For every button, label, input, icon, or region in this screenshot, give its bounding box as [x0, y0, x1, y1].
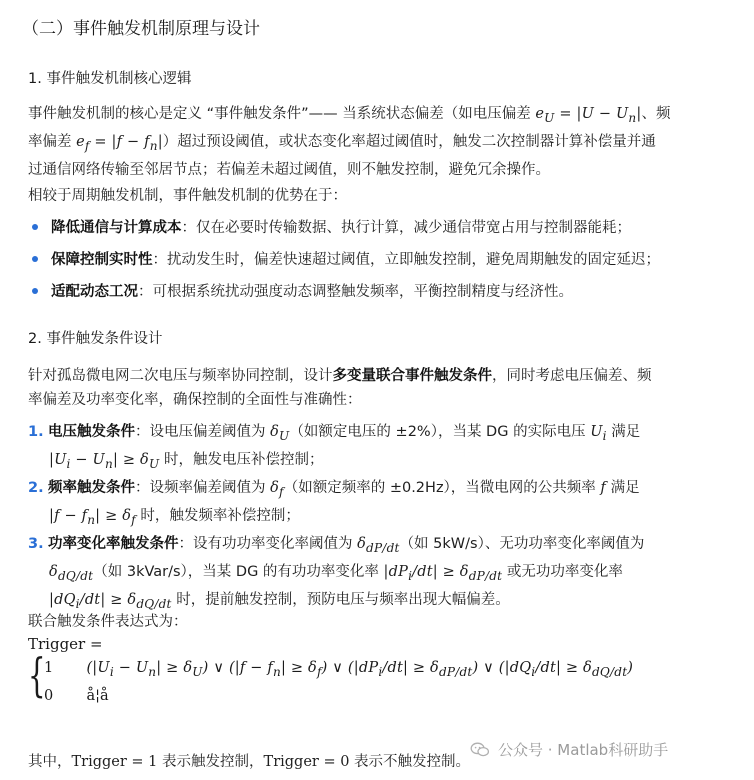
wechat-icon: [470, 742, 490, 758]
bullet-item: 降低通信与计算成本：仅在必要时传输数据、执行计算，减少通信带宽占用与控制器能耗；: [28, 216, 728, 240]
text-run: 、频: [641, 106, 671, 122]
math-ef: $e_f = |f - f_n|$: [76, 133, 163, 153]
text-run: 过通信网络传输至邻居节点；若偏差未超过阈值，则不触发控制，避免冗余操作。: [28, 161, 550, 178]
bullet-icon: [32, 288, 38, 294]
bullet-item: 适配动态工况：可根据系统扰动强度动态调整触发频率，平衡控制精度与经济性。: [28, 280, 728, 304]
formula-case-1: 1 $(|U_i - U_n| \ge \delta_U)$ ∨ $(|f - f_n| \ge \delta_f)$ ∨ $(|dP_i/dt| \ge \delta_{dP/dt})$ ∨ $(|dQ_i/dt| \ge \delta_{dQ/dt})$: [44, 660, 634, 679]
heading-trigger-condition-design: 2. 事件触发条件设计: [28, 331, 163, 347]
formula-case-2: 0 å¦å: [44, 688, 109, 704]
math-eU: $e_U = |U - U_n|$: [535, 106, 642, 125]
list-item-voltage: 1. 电压触发条件：设电压偏差阈值为 $\delta_U$（如额定电压的 ±2%），当某 DG 的实际电压 $U_i$ 满足 $|U_i - U_n| \ge \delta_U$ 时，触发电压补偿控制；: [28, 424, 641, 471]
bullet-icon: [32, 256, 38, 262]
text-run: 事件触发机制的核心是定义 “事件触发条件”—— 当系统状态偏差（如电压偏差: [28, 106, 536, 122]
paragraph-core-logic: [28, 102, 718, 182]
text-run: ）超过预设阈值，或状态变化率超过阈值时，触发二次控制器计算补偿量并通: [162, 133, 656, 150]
list-item-power-rate: 3. 功率变化率触发条件：设有功功率变化率阈值为 $\delta_{dP/dt}$（如 5kW/s）、无功功率变化率阈值为 $\delta_{dQ/dt}$（如 3kVar/s），当某 DG 的有功功率变化率 $|dP_i/dt| \ge \delta_{dP/dt}$ 或无功功率变化率 $|dQ_i/dt| \ge \delta_{dQ/dt}$ 时，提前触发控制，预防电压与频率出现大幅偏差。: [28, 536, 645, 611]
text-run: 率偏差: [28, 133, 77, 150]
bullet-icon: [32, 224, 38, 230]
brace-symbol: {: [28, 648, 46, 702]
heading-trigger-core-logic: 1. 事件触发机制核心逻辑: [28, 71, 192, 87]
paragraph-design-intro: 针对孤岛微电网二次电压与频率协同控制，设计多变量联合事件触发条件，同时考虑电压偏差、频 率偏差及功率变化率，确保控制的全面性与准确性：: [28, 368, 652, 408]
watermark: [470, 738, 668, 762]
formula-intro: 联合触发条件表达式为：: [28, 614, 188, 630]
watermark-text: 公众号 · Matlab科研助手: [498, 741, 669, 759]
list-item-frequency: 2. 频率触发条件：设频率偏差阈值为 $\delta_f$（如额定频率的 ±0.2Hz），当微电网的公共频率 f 满足 $|f - f_n| \ge \delta_f$ 时，触发频率补偿控制；: [28, 480, 640, 527]
section-title: （二）事件触发机制原理与设计: [22, 19, 260, 39]
bullet-item: 保障控制实时性：扰动发生时，偏差快速超过阈值，立即触发控制，避免周期触发的固定延迟；: [28, 248, 728, 272]
paragraph-advantages-intro: 相较于周期触发机制，事件触发机制的优势在于：: [28, 188, 347, 204]
formula-lhs: Trigger =: [28, 635, 103, 653]
paragraph-final: 其中，Trigger = 1 表示触发控制，Trigger = 0 表示不触发控制。: [28, 754, 471, 770]
